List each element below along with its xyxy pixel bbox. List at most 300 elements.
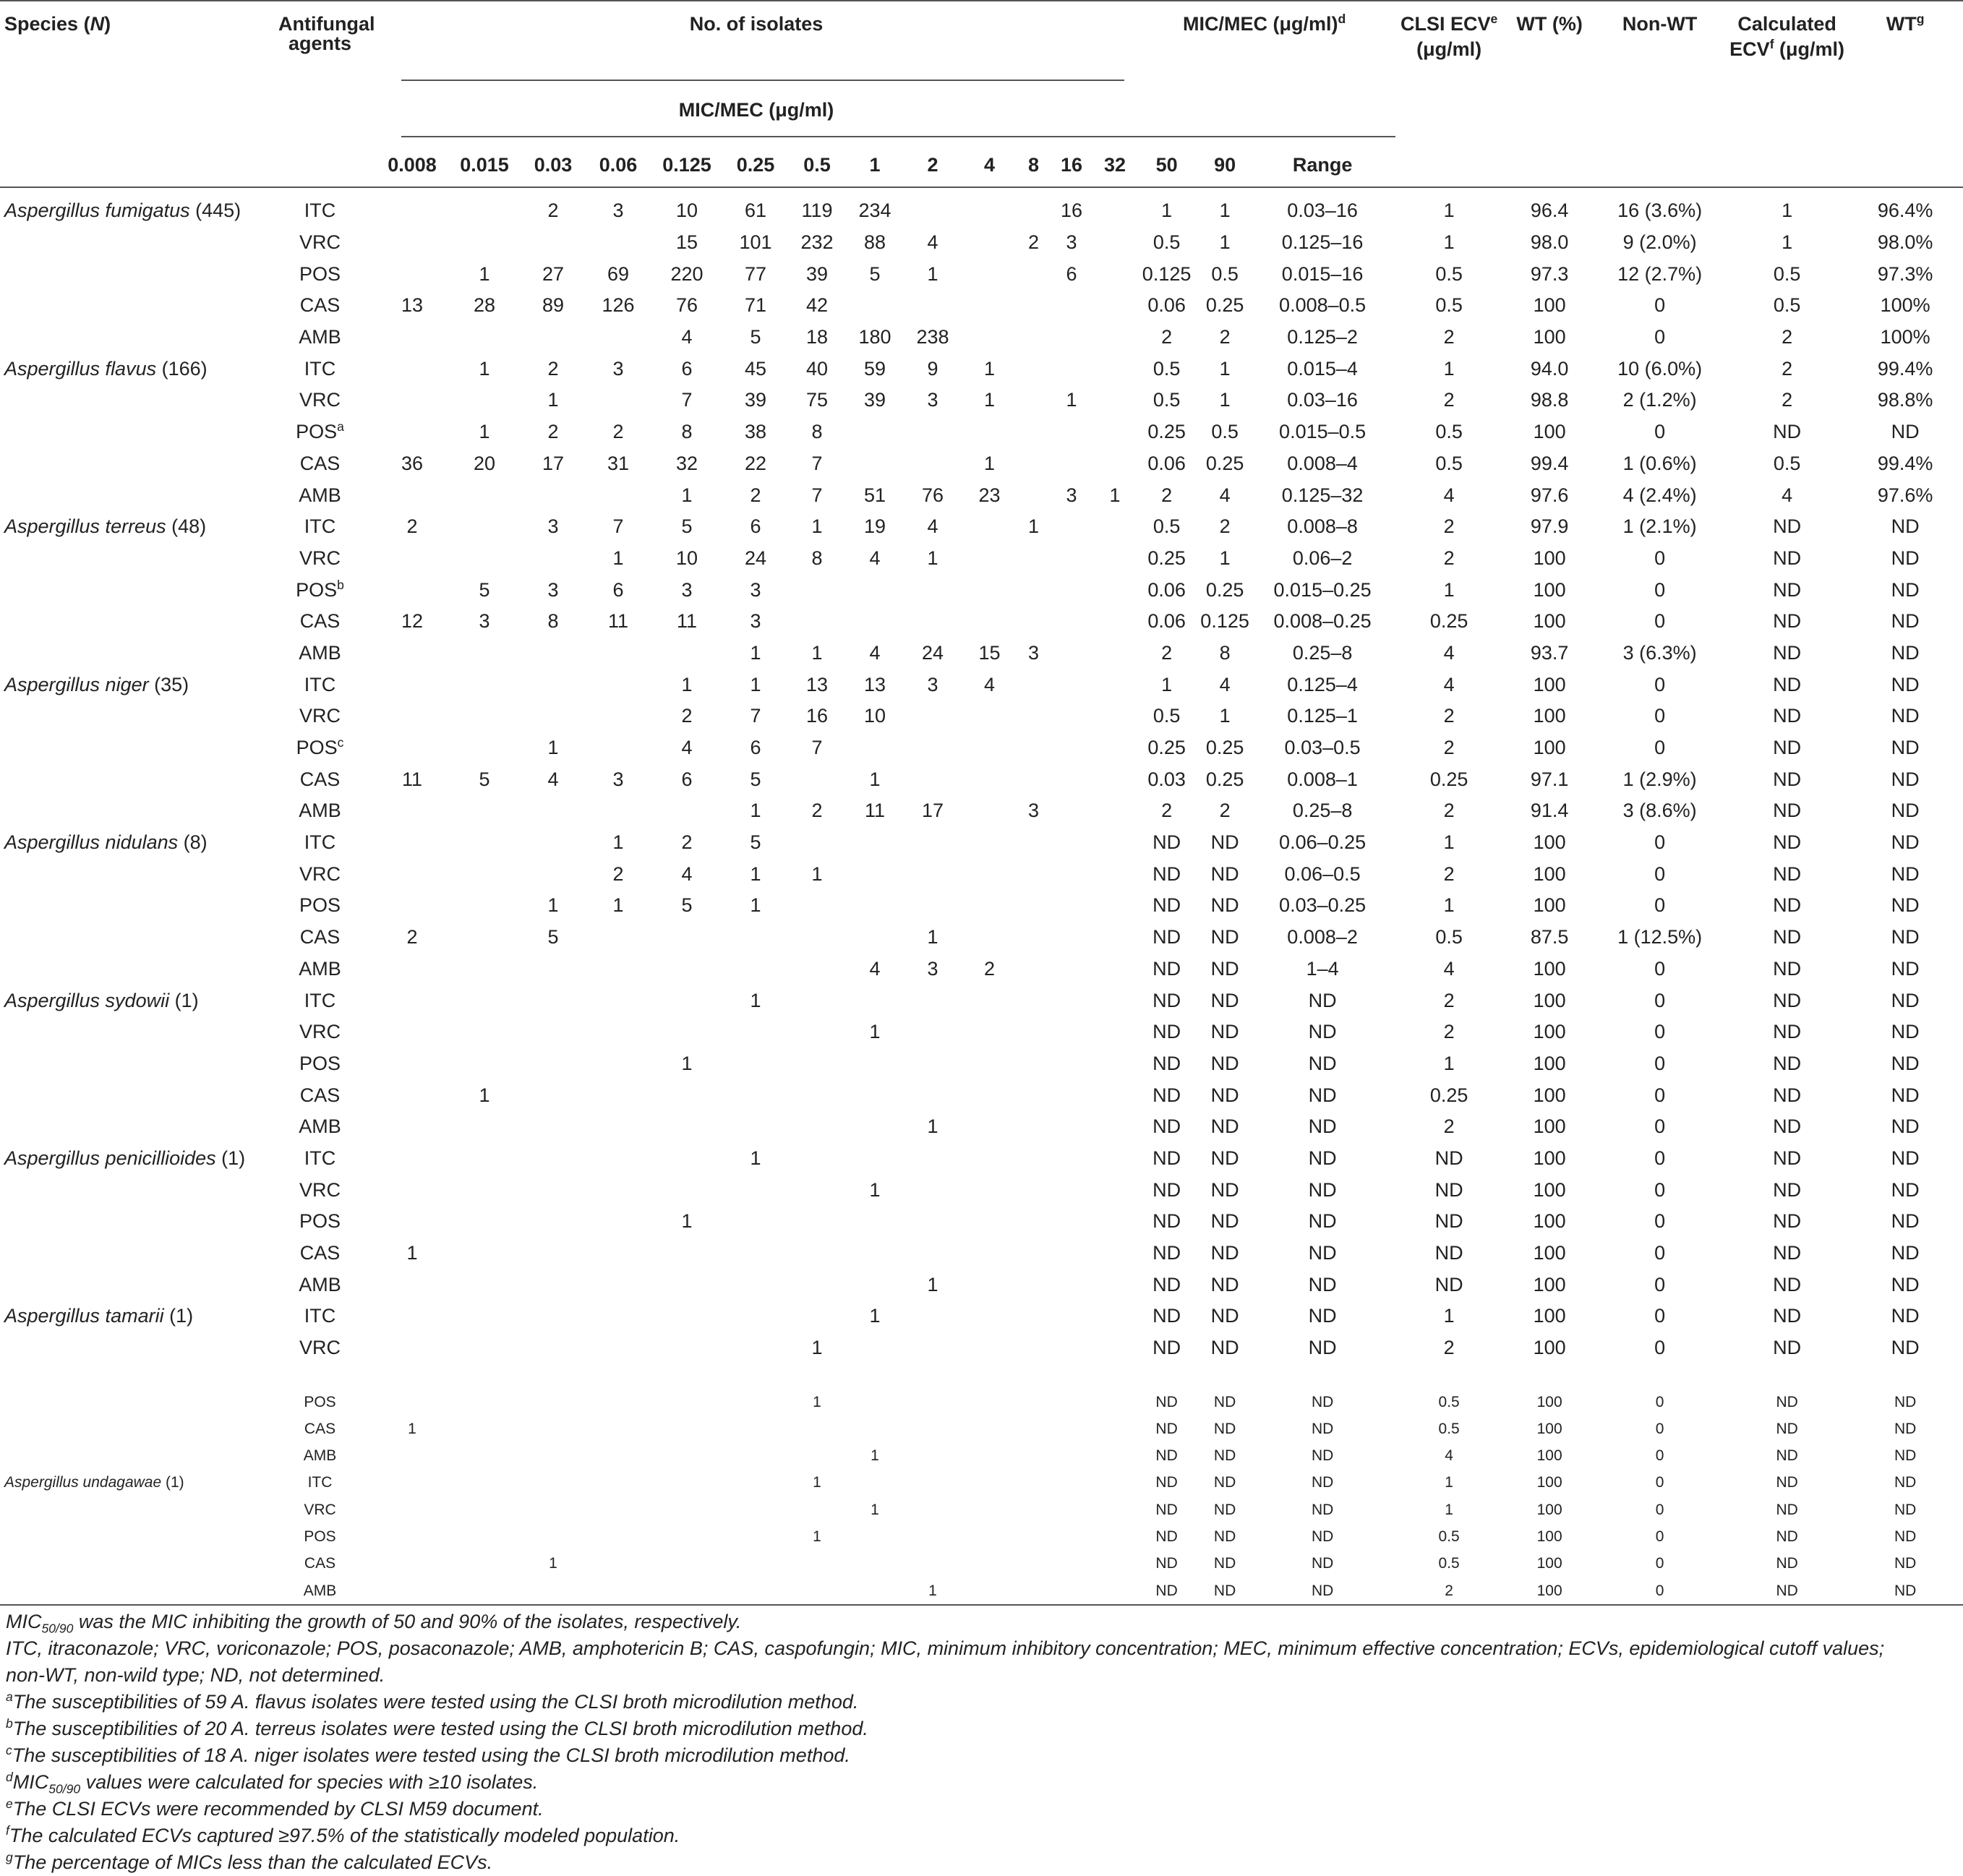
species-name: Aspergillus undagawae	[4, 1474, 162, 1491]
isolate-count-cell: 6	[681, 768, 693, 790]
table-row	[0, 763, 1963, 795]
value-cell-nonwt: 0	[1655, 1555, 1664, 1572]
isolate-count-cell	[1050, 290, 1093, 322]
value-cell-calc: 4	[1782, 484, 1793, 506]
value-cell-wt: 100	[1533, 1178, 1566, 1201]
isolate-count-cell	[1050, 638, 1093, 669]
isolate-count-cell	[1017, 606, 1050, 638]
value-cell-m90: ND	[1210, 957, 1239, 980]
isolate-count-cell: 2	[983, 957, 996, 980]
agent-footnote-mark: a	[337, 419, 344, 434]
isolate-count-cell	[521, 1269, 586, 1301]
isolate-count-cell: 1	[681, 1052, 693, 1074]
isolate-count-cell	[1050, 732, 1093, 764]
value-cell-wtg: ND	[1894, 1420, 1917, 1437]
value-cell-wt: 100	[1533, 957, 1566, 980]
isolate-count-cell	[651, 795, 723, 827]
agent-name: POS	[304, 1393, 336, 1410]
isolate-count-cell	[376, 890, 448, 922]
isolate-count-cell: 8	[811, 547, 823, 569]
col-calc-ecv: Calculated ECV$^f$ (μg/ml)	[1729, 13, 1845, 60]
isolate-count-cell	[376, 1388, 448, 1415]
isolate-count-cell	[1093, 1388, 1137, 1415]
isolate-count-cell	[448, 479, 521, 511]
agent-cell	[264, 353, 376, 385]
isolate-count-cell: 17	[921, 800, 944, 822]
mic-mec-underline	[401, 136, 1395, 137]
isolate-count-cell	[448, 985, 521, 1016]
isolate-count-cell	[788, 1048, 846, 1080]
value-cell-calc: ND	[1773, 1147, 1802, 1169]
isolate-count-cell	[521, 543, 586, 575]
isolate-count-cell: 4	[927, 231, 938, 254]
value-cell-wt: 100	[1533, 1242, 1566, 1264]
species-cell	[0, 258, 264, 290]
agent-name: CAS	[304, 1420, 336, 1437]
isolate-count-cell: 24	[921, 641, 944, 664]
value-cell-clsi: 2	[1443, 705, 1455, 727]
isolate-count-cell	[1050, 1238, 1093, 1269]
value-cell-wtg: ND	[1894, 1393, 1917, 1410]
value-cell-m50: ND	[1152, 894, 1181, 917]
isolate-count-cell: 232	[800, 231, 834, 254]
value-cell-m50: ND	[1152, 1242, 1181, 1264]
value-cell-wtg: ND	[1891, 673, 1920, 695]
isolate-count-cell	[962, 1048, 1017, 1080]
value-cell-nonwt: 12 (2.7%)	[1617, 262, 1703, 285]
value-cell-calc: ND	[1776, 1555, 1798, 1572]
species-name: Aspergillus niger	[4, 673, 149, 695]
isolate-count-cell	[723, 954, 788, 985]
value-cell-m50: ND	[1155, 1420, 1178, 1437]
isolate-count-cell	[448, 1469, 521, 1496]
isolate-count-cell: 2	[811, 800, 823, 822]
agent-name: AMB	[299, 957, 341, 980]
value-cell-nonwt: 0	[1654, 1210, 1666, 1233]
value-cell-clsi: 2	[1443, 1337, 1455, 1359]
isolate-count-cell	[1093, 1174, 1137, 1206]
table-row	[0, 858, 1963, 890]
isolate-count-cell	[1093, 763, 1137, 795]
isolate-count-cell: 1	[871, 1447, 879, 1465]
isolate-count-cell: 24	[744, 547, 767, 569]
value-cell-m90: ND	[1213, 1528, 1236, 1546]
isolate-count-cell	[521, 1174, 586, 1206]
isolate-count-cell	[376, 1550, 448, 1577]
isolate-count-cell: 3	[612, 200, 624, 222]
agent-name: AMB	[303, 1447, 337, 1465]
isolate-count-cell	[1050, 1523, 1093, 1550]
isolate-count-cell: 3	[927, 389, 938, 411]
value-cell-calc: ND	[1773, 737, 1802, 759]
value-cell-calc: ND	[1776, 1420, 1798, 1437]
isolate-count-cell	[521, 1238, 586, 1269]
isolate-count-cell	[846, 985, 904, 1016]
value-cell-clsi: 2	[1443, 862, 1455, 885]
agent-cell	[264, 669, 376, 701]
isolate-count-cell: 1	[750, 800, 761, 822]
value-cell-clsi: 1	[1443, 1305, 1455, 1327]
isolate-count-cell: 5	[479, 768, 490, 790]
isolate-count-cell	[962, 322, 1017, 354]
isolate-count-cell	[376, 954, 448, 985]
species-count: (35)	[148, 673, 189, 695]
isolate-count-cell: 69	[607, 262, 630, 285]
isolate-count-cell: 7	[750, 705, 761, 727]
isolate-count-cell	[448, 322, 521, 354]
isolate-count-cell	[962, 763, 1017, 795]
agent-name: POS	[299, 262, 341, 285]
value-cell-wtg: 98.8%	[1877, 389, 1933, 411]
isolate-count-cell	[904, 1206, 962, 1238]
isolate-count-cell	[904, 827, 962, 859]
value-cell-m50: 1	[1161, 673, 1173, 695]
value-cell-wtg: ND	[1891, 768, 1920, 790]
isolate-count-cell	[448, 1301, 521, 1332]
value-cell-nonwt: 1 (12.5%)	[1617, 926, 1703, 948]
footnote-line	[6, 1823, 1951, 1849]
isolate-count-cell: 6	[681, 357, 693, 380]
value-cell-calc: ND	[1773, 1337, 1802, 1359]
value-cell-range: 0.03–0.5	[1284, 737, 1361, 759]
isolate-count-cell: 220	[670, 262, 703, 285]
value-cell-m90: 0.25	[1205, 294, 1244, 317]
isolate-count-cell	[1093, 574, 1137, 606]
value-cell-calc: ND	[1773, 1052, 1802, 1074]
value-cell-wt: 97.3	[1530, 262, 1569, 285]
isolate-count-cell: 1	[927, 1273, 938, 1295]
isolate-count-cell	[1093, 1550, 1137, 1577]
spacer-row	[0, 1363, 1963, 1388]
species-cell	[0, 669, 264, 701]
isolate-count-cell	[1017, 1415, 1050, 1442]
value-cell-wt: 97.9	[1530, 515, 1569, 538]
value-cell-m90: 1	[1219, 200, 1231, 222]
isolate-count-cell: 59	[863, 357, 886, 380]
species-cell	[0, 638, 264, 669]
isolate-count-cell	[521, 1388, 586, 1415]
value-cell-m90: ND	[1210, 1337, 1239, 1359]
isolate-count-cell	[586, 1143, 651, 1175]
isolate-count-cell	[586, 922, 651, 954]
agent-cell	[264, 858, 376, 890]
value-cell-m50: 0.5	[1152, 515, 1181, 538]
value-cell-calc: ND	[1773, 768, 1802, 790]
isolate-count-cell	[1017, 1143, 1050, 1175]
isolate-count-cell	[448, 1269, 521, 1301]
isolate-count-cell	[904, 732, 962, 764]
isolate-count-cell	[723, 1079, 788, 1111]
value-cell-nonwt: 0	[1654, 1273, 1666, 1295]
isolate-count-cell	[448, 1442, 521, 1469]
table-row	[0, 416, 1963, 448]
isolate-count-cell: 1	[750, 673, 761, 695]
isolate-count-cell	[376, 479, 448, 511]
agent-cell	[264, 638, 376, 669]
value-cell-clsi: 2	[1443, 515, 1455, 538]
isolate-count-cell: 1	[811, 641, 823, 664]
species-count: (8)	[178, 831, 208, 854]
value-cell-nonwt: 0	[1655, 1528, 1664, 1546]
isolate-count-cell: 7	[811, 737, 823, 759]
species-cell	[0, 1143, 264, 1175]
value-cell-wt: 100	[1533, 737, 1566, 759]
value-cell-wtg: ND	[1891, 1337, 1920, 1359]
isolate-count-cell	[904, 985, 962, 1016]
isolate-count-cell	[448, 385, 521, 416]
value-cell-wtg: 96.4%	[1877, 200, 1933, 222]
isolate-count-cell	[723, 1206, 788, 1238]
value-cell-nonwt: 0	[1654, 894, 1666, 917]
isolate-count-cell	[1093, 954, 1137, 985]
agent-cell	[264, 258, 376, 290]
value-cell-nonwt: 0	[1654, 547, 1666, 569]
value-cell-calc: ND	[1773, 1021, 1802, 1043]
value-cell-calc: 1	[1782, 231, 1793, 254]
value-cell-m50: ND	[1152, 1115, 1181, 1138]
isolate-count-cell	[1017, 701, 1050, 732]
value-cell-wtg: ND	[1891, 1210, 1920, 1233]
col-conc: 16	[1050, 139, 1093, 187]
isolate-count-cell: 1	[681, 484, 693, 506]
isolate-count-cell: 18	[805, 326, 829, 348]
isolate-count-cell	[788, 1206, 846, 1238]
isolate-count-cell: 1	[811, 515, 823, 538]
isolate-count-cell: 2	[612, 421, 624, 443]
col-conc: 1	[846, 139, 904, 187]
isolate-count-cell	[586, 954, 651, 985]
isolate-count-cell	[788, 1577, 846, 1605]
species-cell	[0, 1469, 264, 1496]
isolate-count-cell: 11	[864, 800, 886, 822]
agent-cell	[264, 985, 376, 1016]
value-cell-calc: ND	[1776, 1501, 1798, 1518]
table-row	[0, 1206, 1963, 1238]
value-cell-clsi: 0.5	[1435, 421, 1463, 443]
isolate-count-cell	[788, 1238, 846, 1269]
isolate-count-cell	[651, 1496, 723, 1523]
value-cell-m50: 0.06	[1147, 294, 1186, 317]
species-cell	[0, 1442, 264, 1469]
isolate-count-cell	[962, 574, 1017, 606]
isolate-count-cell	[962, 1550, 1017, 1577]
table-row	[0, 1577, 1963, 1605]
footnote-abbr: MIC	[12, 1771, 49, 1793]
isolate-count-cell	[962, 827, 1017, 859]
value-cell-calc: ND	[1773, 673, 1802, 695]
value-cell-range: 0.008–2	[1287, 926, 1358, 948]
value-cell-m50: ND	[1155, 1447, 1178, 1465]
isolate-count-cell	[723, 1550, 788, 1577]
isolate-count-cell	[586, 1577, 651, 1605]
isolate-count-cell: 1	[813, 1393, 821, 1410]
isolate-count-cell	[962, 1206, 1017, 1238]
isolate-count-cell	[651, 1523, 723, 1550]
species-count: (166)	[156, 357, 208, 380]
value-cell-m90: 8	[1219, 641, 1231, 664]
value-cell-wtg: ND	[1891, 421, 1920, 443]
footnote-text: The susceptibilities of 20 A. terreus isolates were tested using the CLSI broth microdilution method.	[12, 1718, 868, 1739]
isolate-count-cell	[1093, 858, 1137, 890]
isolate-count-cell	[962, 1269, 1017, 1301]
isolate-count-cell	[1017, 574, 1050, 606]
isolate-count-cell	[1093, 1469, 1137, 1496]
isolate-count-cell	[521, 858, 586, 890]
value-cell-calc: 0.5	[1773, 452, 1801, 474]
isolate-count-cell: 28	[473, 294, 496, 317]
agent-name: VRC	[299, 231, 341, 254]
value-cell-m90: 1	[1219, 357, 1231, 380]
agent-name: POS	[299, 1210, 341, 1233]
species-count: (1)	[161, 1474, 184, 1491]
isolate-count-cell	[586, 1523, 651, 1550]
isolate-count-cell	[376, 1523, 448, 1550]
value-cell-m50: ND	[1152, 1147, 1181, 1169]
isolate-count-cell	[962, 1238, 1017, 1269]
isolate-count-cell	[448, 858, 521, 890]
isolate-count-cell: 10	[863, 705, 886, 727]
table-row	[0, 1111, 1963, 1143]
isolate-count-cell	[586, 1442, 651, 1469]
isolate-count-cell	[962, 732, 1017, 764]
isolate-count-cell: 9	[927, 357, 938, 380]
isolate-count-cell	[1017, 322, 1050, 354]
species-cell	[0, 511, 264, 543]
value-cell-nonwt: 0	[1654, 673, 1666, 695]
isolate-count-cell	[788, 1415, 846, 1442]
isolate-count-cell	[962, 606, 1017, 638]
isolate-count-cell	[448, 1143, 521, 1175]
isolate-count-cell: 119	[801, 200, 833, 222]
isolate-count-cell: 5	[681, 894, 693, 917]
value-cell-wtg: ND	[1894, 1474, 1917, 1491]
isolate-count-cell	[846, 922, 904, 954]
isolate-count-cell: 1	[1066, 389, 1077, 411]
isolate-count-cell	[1017, 1332, 1050, 1364]
value-cell-m90: ND	[1210, 1242, 1239, 1264]
species-cell	[0, 1301, 264, 1332]
isolate-count-cell	[1050, 1469, 1093, 1496]
agent-cell	[264, 1174, 376, 1206]
value-cell-wt: 94.0	[1530, 357, 1569, 380]
isolate-count-cell: 1	[871, 1501, 879, 1518]
isolate-count-cell	[1050, 1442, 1093, 1469]
value-cell-m50: 0.25	[1147, 421, 1186, 443]
isolate-count-cell	[586, 701, 651, 732]
value-cell-range: 1–4	[1306, 957, 1339, 980]
value-cell-wt: 100	[1533, 705, 1566, 727]
isolate-count-cell: 234	[858, 200, 891, 222]
table-row	[0, 1269, 1963, 1301]
isolate-count-cell	[846, 1388, 904, 1415]
value-cell-wtg: ND	[1891, 705, 1920, 727]
agent-footnote-mark: c	[337, 735, 344, 750]
agent-name: POS	[299, 1052, 341, 1074]
isolate-count-cell	[376, 1048, 448, 1080]
isolate-count-cell: 3	[1066, 484, 1077, 506]
isolate-count-cell	[448, 1206, 521, 1238]
isolate-count-cell	[1093, 322, 1137, 354]
value-cell-m50: ND	[1155, 1393, 1178, 1410]
isolate-count-cell	[521, 1496, 586, 1523]
isolate-count-cell	[962, 1442, 1017, 1469]
agent-cell	[264, 1238, 376, 1269]
isolate-count-cell	[1050, 416, 1093, 448]
isolate-count-cell: 1	[869, 768, 881, 790]
header-row-2	[0, 81, 1963, 139]
isolate-count-cell: 77	[744, 262, 767, 285]
isolate-count-cell	[1050, 353, 1093, 385]
value-cell-clsi: 2	[1443, 389, 1455, 411]
value-cell-calc: ND	[1776, 1393, 1798, 1410]
value-cell-wtg: ND	[1891, 737, 1920, 759]
isolate-count-cell	[376, 732, 448, 764]
isolate-count-cell	[586, 1079, 651, 1111]
species-cell	[0, 1048, 264, 1080]
value-cell-wt: 100	[1533, 1210, 1566, 1233]
isolate-count-cell	[1017, 353, 1050, 385]
value-cell-wt: 100	[1536, 1420, 1562, 1437]
isolate-count-cell	[586, 1238, 651, 1269]
isolate-count-cell: 1	[612, 831, 624, 854]
value-cell-m90: ND	[1210, 1305, 1239, 1327]
isolate-count-cell	[788, 827, 846, 859]
value-cell-m90: 1	[1219, 231, 1231, 254]
isolate-count-cell	[1017, 1079, 1050, 1111]
value-cell-range: 0.125–1	[1287, 705, 1358, 727]
col-antifungal: Antifungal agents	[278, 13, 375, 54]
value-cell-wt: 100	[1536, 1528, 1562, 1546]
isolate-count-cell	[846, 1523, 904, 1550]
isolate-count-cell: 1	[612, 547, 624, 569]
isolate-count-cell: 13	[401, 294, 424, 317]
value-cell-wt: 100	[1533, 1305, 1566, 1327]
isolate-count-cell: 1	[547, 389, 559, 411]
value-cell-calc: ND	[1776, 1474, 1798, 1491]
isolate-count-cell	[1050, 574, 1093, 606]
isolate-count-cell: 1	[479, 357, 490, 380]
agent-cell	[264, 1523, 376, 1550]
isolate-count-cell	[376, 1332, 448, 1364]
isolate-count-cell	[723, 1174, 788, 1206]
isolate-count-cell	[448, 922, 521, 954]
table-row	[0, 669, 1963, 701]
isolate-count-cell	[651, 1269, 723, 1301]
value-cell-wt: 91.4	[1530, 800, 1569, 822]
isolate-count-cell: 38	[744, 421, 767, 443]
footnote-line	[6, 1796, 1951, 1823]
isolate-count-cell: 1	[927, 926, 938, 948]
value-cell-wt: 97.1	[1530, 768, 1569, 790]
isolate-count-cell	[1050, 954, 1093, 985]
value-cell-range: ND	[1308, 1052, 1337, 1074]
value-cell-clsi: 1	[1443, 831, 1455, 854]
agent-cell	[264, 795, 376, 827]
isolate-count-cell	[962, 1301, 1017, 1332]
isolate-count-cell: 5	[750, 326, 761, 348]
table-row	[0, 701, 1963, 732]
species-cell	[0, 795, 264, 827]
isolate-count-cell	[651, 1111, 723, 1143]
col-conc: 0.5	[788, 139, 846, 187]
table-row	[0, 1174, 1963, 1206]
value-cell-nonwt: 0	[1654, 1147, 1666, 1169]
value-cell-m90: ND	[1210, 1084, 1239, 1106]
isolate-count-cell: 13	[805, 673, 829, 695]
isolate-count-cell: 1	[408, 1420, 416, 1437]
isolate-count-cell	[904, 290, 962, 322]
value-cell-range: ND	[1308, 989, 1337, 1011]
